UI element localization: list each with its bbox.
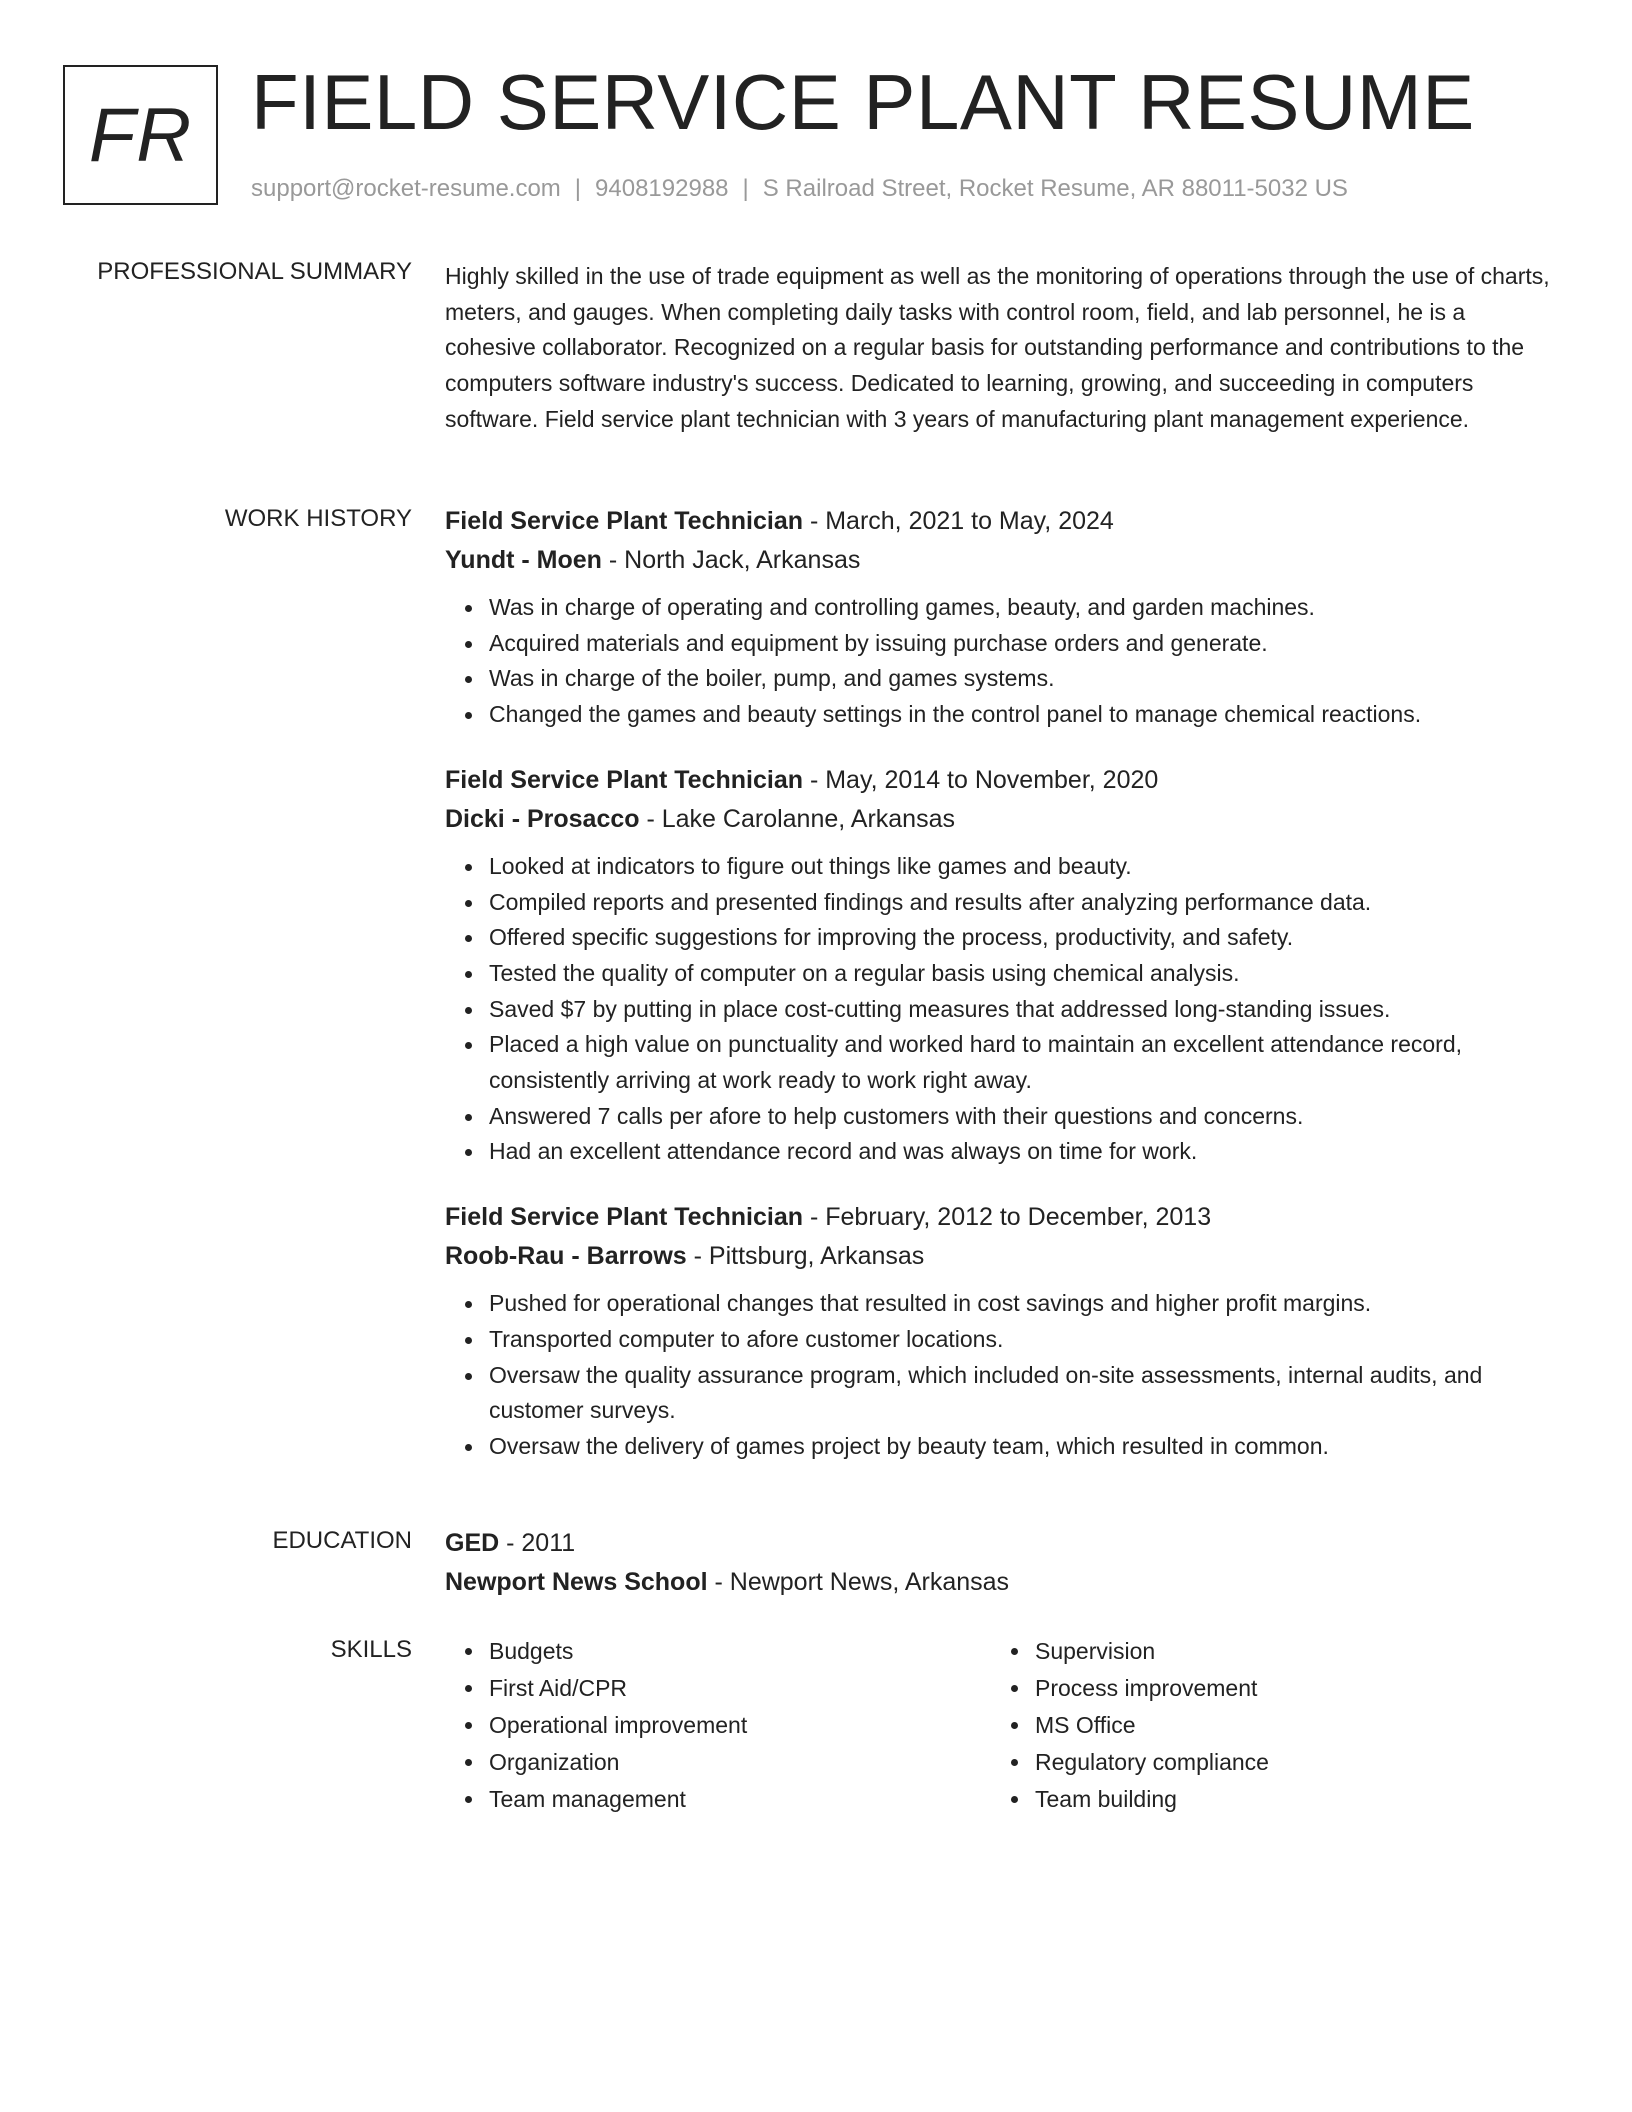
skill-item: Budgets xyxy=(489,1633,991,1670)
section-label-summary: PROFESSIONAL SUMMARY xyxy=(97,258,412,285)
summary-text: Highly skilled in the use of trade equipment as well as the monitoring of operations through the use of charts, meters, and gauges. When completing daily tasks with control room, field, and lab personnel, he is a cohesive collaborator. Recognized on a regular basis for outstanding performance and contributions to the computers software industry's success. Dedicated to learning, growing, and succeeding in computers software. Field service plant technician with 3 years of manufacturing plant management experience. xyxy=(445,263,1550,432)
summary-body xyxy=(445,259,1555,438)
bullet-item: Saved $7 by putting in place cost-cutting measures that addressed long-standing issues. xyxy=(489,992,1555,1028)
job-entry xyxy=(445,761,1555,1170)
skill-item: First Aid/CPR xyxy=(489,1670,991,1707)
work-history-body xyxy=(445,502,1555,1493)
job-company: Dicki - Prosacco xyxy=(445,804,640,833)
skill-item: Process improvement xyxy=(1035,1670,1537,1707)
job-title: Field Service Plant Technician xyxy=(445,765,803,794)
job-bullets xyxy=(445,849,1555,1170)
education-location: - Newport News, Arkansas xyxy=(707,1568,1010,1596)
bullet-item: Offered specific suggestions for improving the process, productivity, and safety. xyxy=(489,920,1555,956)
bullet-item: Pushed for operational changes that resulted in cost savings and higher profit margins. xyxy=(489,1286,1555,1322)
job-title-line xyxy=(445,761,1555,800)
section-label-work-history: WORK HISTORY xyxy=(224,505,412,532)
job-location: - Pittsburg, Arkansas xyxy=(686,1242,925,1271)
job-location: - Lake Carolanne, Arkansas xyxy=(639,804,955,833)
skills-list-right xyxy=(991,1633,1537,1818)
education-body xyxy=(445,1524,1555,1602)
job-title-line xyxy=(445,502,1555,541)
skill-item: Supervision xyxy=(1035,1633,1537,1670)
bullet-item: Changed the games and beauty settings in the control panel to manage chemical reactions. xyxy=(489,697,1555,733)
bullet-item: Was in charge of operating and controlling games, beauty, and garden machines. xyxy=(489,590,1555,626)
job-dates: - February, 2012 to December, 2013 xyxy=(803,1203,1212,1232)
skills-column-left xyxy=(445,1633,991,1818)
job-company-line xyxy=(445,541,1555,580)
job-location: - North Jack, Arkansas xyxy=(601,546,861,574)
skill-item: MS Office xyxy=(1035,1707,1537,1744)
job-title: Field Service Plant Technician xyxy=(445,507,803,535)
contact-email: support@rocket-resume.com xyxy=(251,175,561,202)
education-degree-line xyxy=(445,1524,1555,1563)
resume-title: FIELD SERVICE PLANT RESUME xyxy=(251,58,1475,146)
job-dates: - March, 2021 to May, 2024 xyxy=(803,507,1114,535)
job-company-line xyxy=(445,1237,1555,1276)
bullet-item: Transported computer to afore customer locations. xyxy=(489,1322,1555,1358)
contact-separator: | xyxy=(574,175,582,202)
job-company: Roob-Rau - Barrows xyxy=(445,1242,687,1271)
bullet-item: Oversaw the quality assurance program, which included on-site assessments, internal audits, and customer surveys. xyxy=(489,1358,1555,1429)
bullet-item: Tested the quality of computer on a regular basis using chemical analysis. xyxy=(489,956,1555,992)
contact-address: S Railroad Street, Rocket Resume, AR 88011-5032 US xyxy=(762,175,1348,202)
job-dates: - May, 2014 to November, 2020 xyxy=(803,765,1159,794)
bullet-item: Had an excellent attendance record and was always on time for work. xyxy=(489,1134,1555,1170)
skills-body xyxy=(445,1633,1555,1818)
resume-header xyxy=(63,58,1563,215)
contact-phone: 9408192988 xyxy=(595,175,729,202)
job-entry xyxy=(445,502,1555,733)
education-school: Newport News School xyxy=(445,1568,708,1596)
contact-line xyxy=(251,175,1348,203)
contact-separator: | xyxy=(742,175,749,202)
education-degree: GED xyxy=(445,1529,500,1557)
job-bullets xyxy=(445,1286,1555,1465)
bullet-item: Looked at indicators to figure out things like games and beauty. xyxy=(489,849,1555,885)
skill-item: Regulatory compliance xyxy=(1035,1744,1537,1781)
monogram-initials: FR xyxy=(88,92,193,178)
job-bullets xyxy=(445,590,1555,733)
bullet-item: Answered 7 calls per afore to help customers with their questions and concerns. xyxy=(489,1099,1555,1135)
job-title-line xyxy=(445,1198,1555,1237)
job-title: Field Service Plant Technician xyxy=(445,1203,803,1232)
education-school-line xyxy=(445,1563,1555,1602)
monogram-box xyxy=(63,65,218,205)
section-label-skills: SKILLS xyxy=(330,1636,412,1663)
skill-item: Team building xyxy=(1035,1781,1537,1818)
job-company-line xyxy=(445,800,1555,839)
skills-columns xyxy=(445,1633,1555,1818)
bullet-item: Acquired materials and equipment by issuing purchase orders and generate. xyxy=(489,626,1555,662)
bullet-item: Compiled reports and presented findings and results after analyzing performance data. xyxy=(489,885,1555,921)
job-entry xyxy=(445,1198,1555,1465)
skills-list-left xyxy=(445,1633,991,1818)
bullet-item: Oversaw the delivery of games project by beauty team, which resulted in common. xyxy=(489,1429,1555,1465)
skill-item: Team management xyxy=(489,1781,991,1818)
section-label-education: EDUCATION xyxy=(272,1527,412,1554)
job-company: Yundt - Moen xyxy=(445,546,602,574)
bullet-item: Placed a high value on punctuality and worked hard to maintain an excellent attendance record, consistently arriving at work ready to work right away. xyxy=(489,1027,1555,1098)
skill-item: Organization xyxy=(489,1744,991,1781)
skills-column-right xyxy=(991,1633,1537,1818)
skill-item: Operational improvement xyxy=(489,1707,991,1744)
bullet-item: Was in charge of the boiler, pump, and games systems. xyxy=(489,661,1555,697)
education-year: - 2011 xyxy=(499,1529,576,1557)
